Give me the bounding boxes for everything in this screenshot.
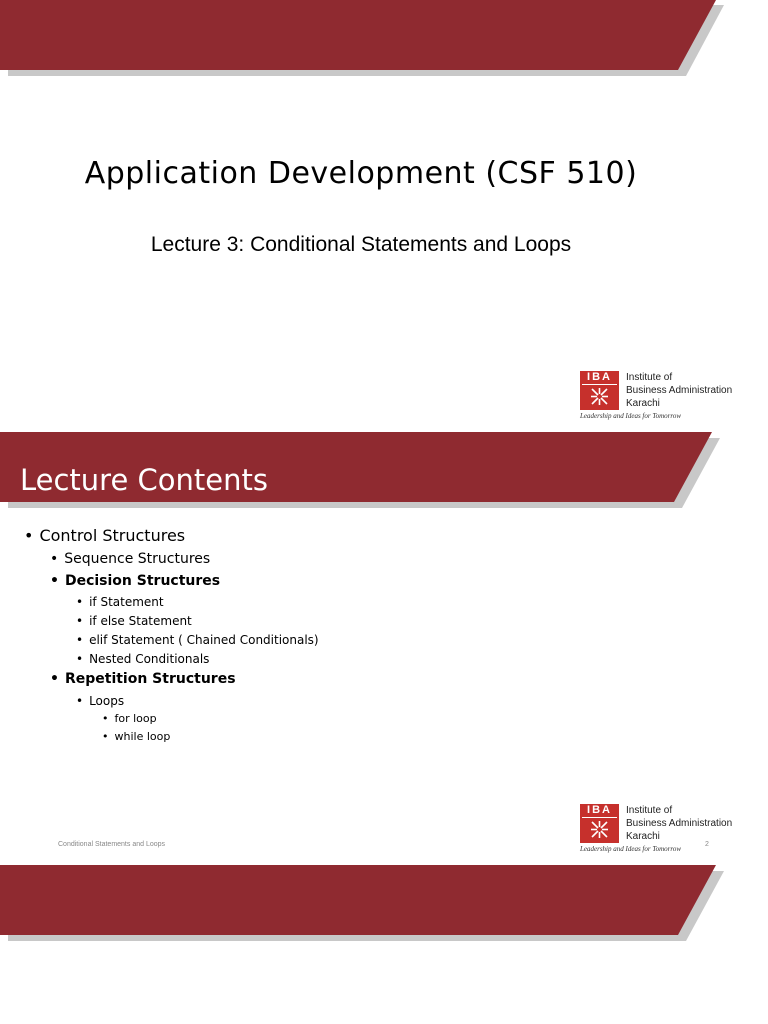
bullet-nested-conditionals: • Nested Conditionals	[76, 652, 210, 666]
page-number: 2	[705, 841, 709, 848]
iba-logo-text: IBA	[587, 371, 612, 383]
iba-logo-name: Institute of Business Administration Karachi	[626, 805, 733, 842]
iba-logo-name: Institute of Business Administration Karachi	[626, 372, 733, 409]
iba-emblem-icon	[590, 387, 609, 406]
bullet-if-else-statement: • if else Statement	[76, 614, 192, 628]
iba-logo-tagline: Leadership and Ideas for Tomorrow	[580, 845, 681, 853]
bullet-for-loop: • for loop	[102, 712, 157, 725]
bullet-if-statement: • if Statement	[76, 595, 164, 609]
slide1-header-band	[0, 0, 768, 80]
bullet-loops: • Loops	[76, 694, 125, 708]
slide1-subtitle: Lecture 3: Conditional Statements and Loops	[150, 233, 572, 256]
bullet-while-loop: • while loop	[102, 730, 171, 743]
iba-logo-mark	[580, 804, 619, 843]
bullet-sequence-structures: • Sequence Structures	[50, 551, 211, 567]
slide3-header-band	[0, 865, 768, 945]
slide2-title: Lecture Contents	[20, 463, 268, 497]
iba-logo-slide2	[580, 804, 750, 856]
slide1-title: Application Development (CSF 510)	[84, 156, 638, 191]
bullet-decision-structures: • Decision Structures	[50, 573, 221, 589]
iba-logo-mark	[580, 371, 619, 410]
iba-logo-tagline: Leadership and Ideas for Tomorrow	[580, 412, 681, 420]
bullet-elif-statement: • elif Statement ( Chained Conditionals)	[76, 633, 319, 647]
slide-footer: Conditional Statements and Loops	[58, 841, 166, 848]
bullet-repetition-structures: • Repetition Structures	[50, 671, 236, 687]
iba-logo-text: IBA	[587, 804, 612, 816]
iba-logo	[580, 371, 750, 423]
bullet-control-structures: • Control Structures	[24, 526, 186, 545]
iba-emblem-icon	[590, 820, 609, 839]
